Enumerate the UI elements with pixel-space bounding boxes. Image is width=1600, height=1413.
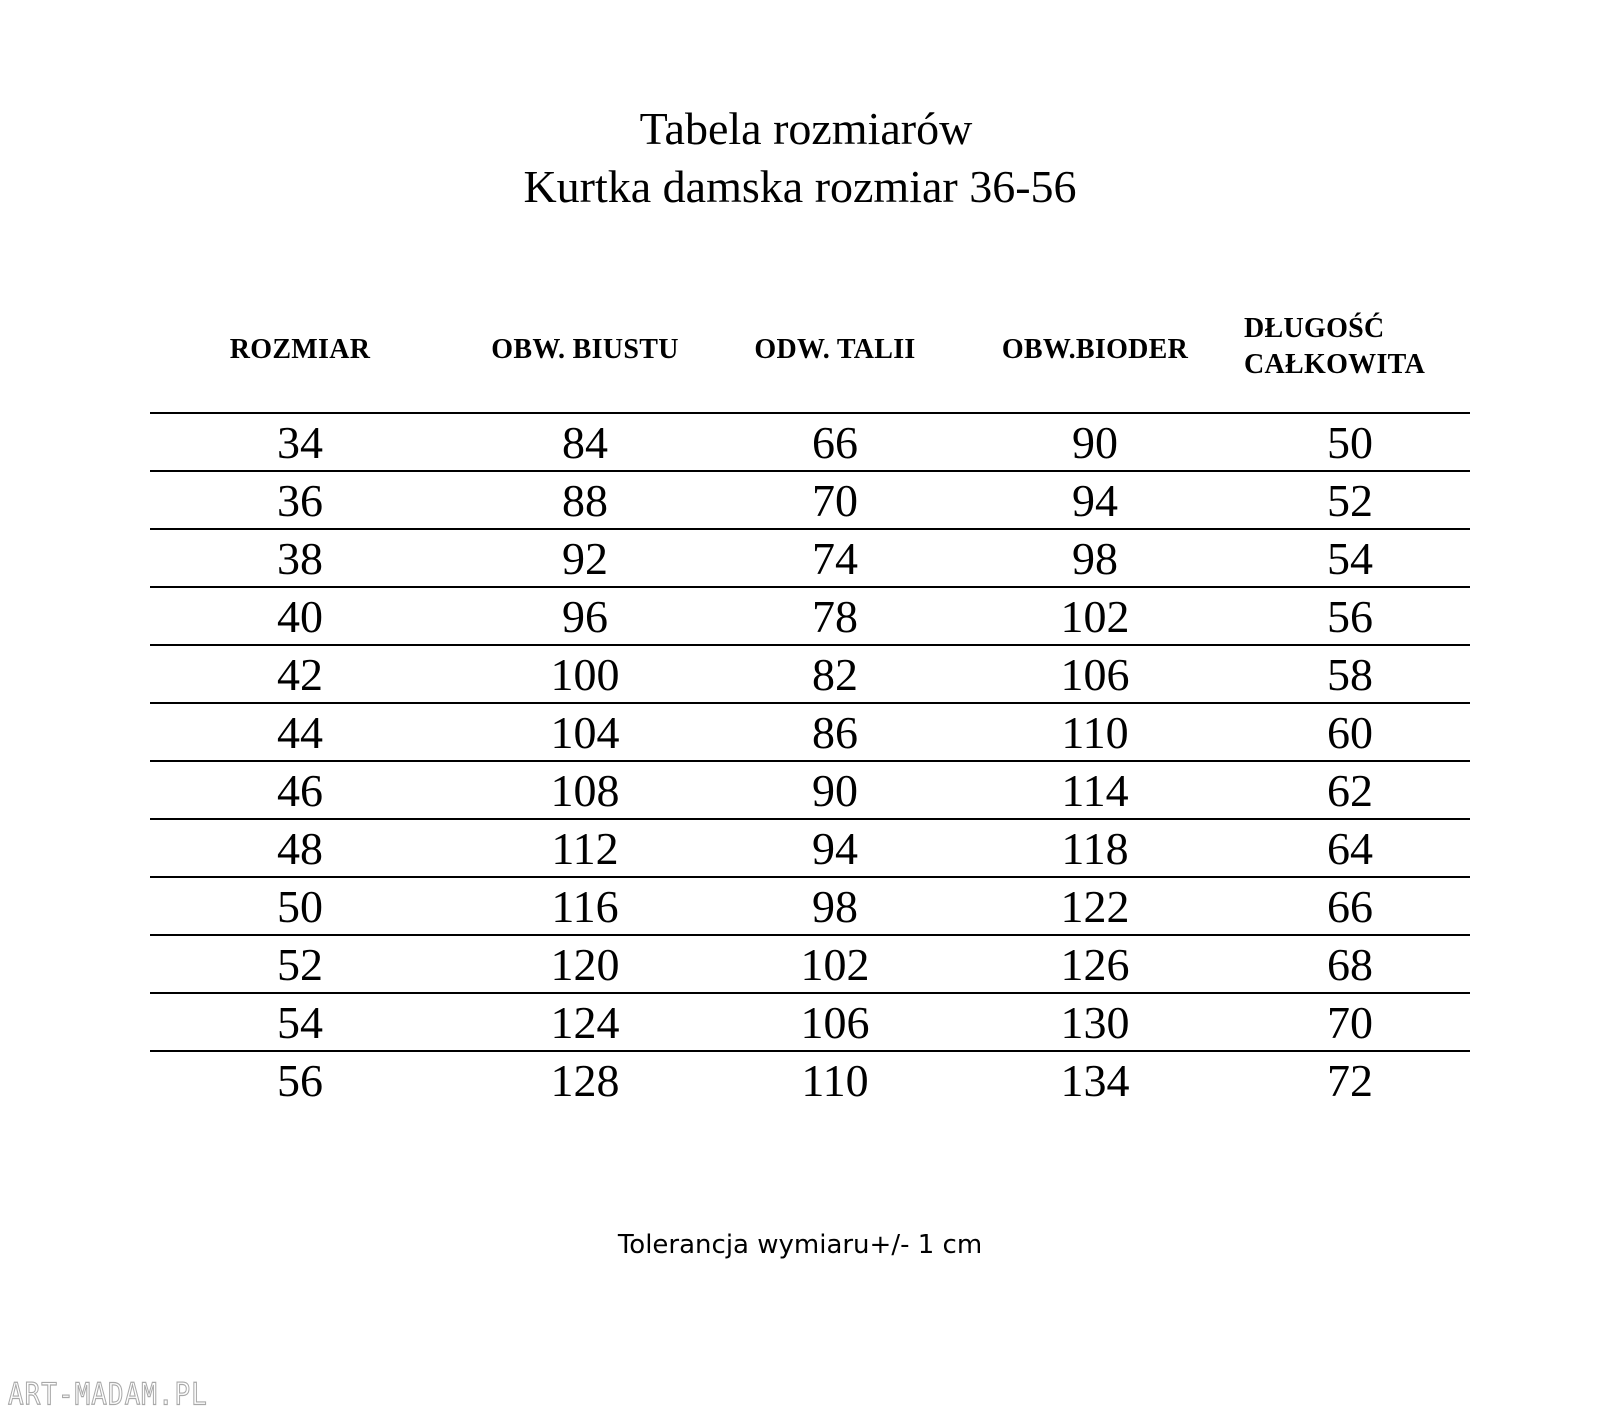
cell-odw-talii: 102: [800, 939, 870, 990]
table-row: [150, 644, 1470, 702]
cell-obw-biustu: 96: [562, 591, 608, 642]
cell-dlugosc-calkowita: 70: [1327, 997, 1373, 1048]
table-row: [150, 586, 1470, 644]
cell-obw-biustu: 112: [551, 823, 619, 874]
table-row: [150, 528, 1470, 586]
cell-odw-talii: 74: [812, 533, 858, 584]
cell-rozmiar: 52: [277, 939, 323, 990]
cell-obw-bioder: 118: [1061, 823, 1129, 874]
cell-rozmiar: 36: [277, 475, 323, 526]
cell-dlugosc-calkowita: 72: [1327, 1055, 1373, 1106]
cell-rozmiar: 34: [277, 417, 323, 468]
cell-obw-biustu: 84: [562, 417, 608, 468]
title-line-1: Tabela rozmiarów: [639, 103, 973, 154]
table-row: [150, 412, 1470, 470]
cell-obw-bioder: 130: [1060, 997, 1130, 1048]
header-obw-bioder: OBW.BIODER: [1001, 334, 1189, 365]
cell-rozmiar: 42: [277, 649, 323, 700]
cell-obw-bioder: 126: [1060, 939, 1130, 990]
title-line-2: Kurtka damska rozmiar 36-56: [523, 161, 1077, 212]
page-title: [0, 100, 1600, 216]
table-row: [150, 992, 1470, 1050]
cell-odw-talii: 110: [801, 1055, 869, 1106]
cell-obw-bioder: 134: [1060, 1055, 1130, 1106]
cell-obw-bioder: 98: [1072, 533, 1118, 584]
cell-dlugosc-calkowita: 54: [1327, 533, 1373, 584]
cell-dlugosc-calkowita: 50: [1327, 417, 1373, 468]
cell-obw-biustu: 120: [550, 939, 620, 990]
tolerance-note: Tolerancja wymiaru+/- 1 cm: [617, 1230, 983, 1260]
table-row: [150, 934, 1470, 992]
cell-obw-biustu: 88: [562, 475, 608, 526]
cell-obw-biustu: 104: [550, 707, 620, 758]
cell-obw-biustu: 116: [551, 881, 619, 932]
size-table: [150, 412, 1470, 1108]
cell-dlugosc-calkowita: 56: [1327, 591, 1373, 642]
cell-obw-bioder: 114: [1061, 765, 1129, 816]
cell-dlugosc-calkowita: 62: [1327, 765, 1373, 816]
cell-rozmiar: 54: [277, 997, 323, 1048]
cell-odw-talii: 86: [812, 707, 858, 758]
cell-obw-bioder: 94: [1072, 475, 1118, 526]
header-obw-biustu: OBW. BIUSTU: [491, 334, 679, 365]
cell-obw-bioder: 106: [1060, 649, 1130, 700]
cell-obw-biustu: 124: [550, 997, 620, 1048]
cell-rozmiar: 44: [277, 707, 323, 758]
header-dlugosc-calkowita: [1220, 300, 1480, 400]
cell-odw-talii: 78: [812, 591, 858, 642]
table-row: [150, 818, 1470, 876]
cell-dlugosc-calkowita: 64: [1327, 823, 1373, 874]
cell-odw-talii: 82: [812, 649, 858, 700]
cell-odw-talii: 98: [812, 881, 858, 932]
table-row: [150, 470, 1470, 528]
cell-dlugosc-calkowita: 68: [1327, 939, 1373, 990]
cell-dlugosc-calkowita: 60: [1327, 707, 1373, 758]
watermark: ART-MADAM.PL: [8, 1378, 208, 1413]
table-row: [150, 876, 1470, 934]
cell-obw-bioder: 90: [1072, 417, 1118, 468]
cell-dlugosc-calkowita: 58: [1327, 649, 1373, 700]
table-row: [150, 760, 1470, 818]
cell-obw-biustu: 108: [550, 765, 620, 816]
cell-odw-talii: 106: [800, 997, 870, 1048]
header-dlugosc-line1: DŁUGOŚĆ: [1244, 313, 1385, 344]
cell-rozmiar: 40: [277, 591, 323, 642]
cell-dlugosc-calkowita: 52: [1327, 475, 1373, 526]
table-row: [150, 702, 1470, 760]
cell-odw-talii: 70: [812, 475, 858, 526]
cell-dlugosc-calkowita: 66: [1327, 881, 1373, 932]
cell-obw-biustu: 100: [550, 649, 620, 700]
table-row: [150, 1050, 1470, 1108]
table-header: [150, 300, 1470, 400]
cell-rozmiar: 38: [277, 533, 323, 584]
cell-odw-talii: 90: [812, 765, 858, 816]
cell-obw-bioder: 102: [1060, 591, 1130, 642]
cell-odw-talii: 66: [812, 417, 858, 468]
cell-obw-biustu: 92: [562, 533, 608, 584]
cell-odw-talii: 94: [812, 823, 858, 874]
header-odw-talii: ODW. TALII: [754, 334, 916, 365]
cell-rozmiar: 46: [277, 765, 323, 816]
cell-obw-bioder: 110: [1061, 707, 1129, 758]
cell-rozmiar: 50: [277, 881, 323, 932]
header-dlugosc-line2: CAŁKOWITA: [1244, 349, 1426, 380]
cell-rozmiar: 56: [277, 1055, 323, 1106]
cell-obw-bioder: 122: [1060, 881, 1130, 932]
header-rozmiar: ROZMIAR: [229, 334, 371, 365]
cell-obw-biustu: 128: [550, 1055, 620, 1106]
cell-rozmiar: 48: [277, 823, 323, 874]
